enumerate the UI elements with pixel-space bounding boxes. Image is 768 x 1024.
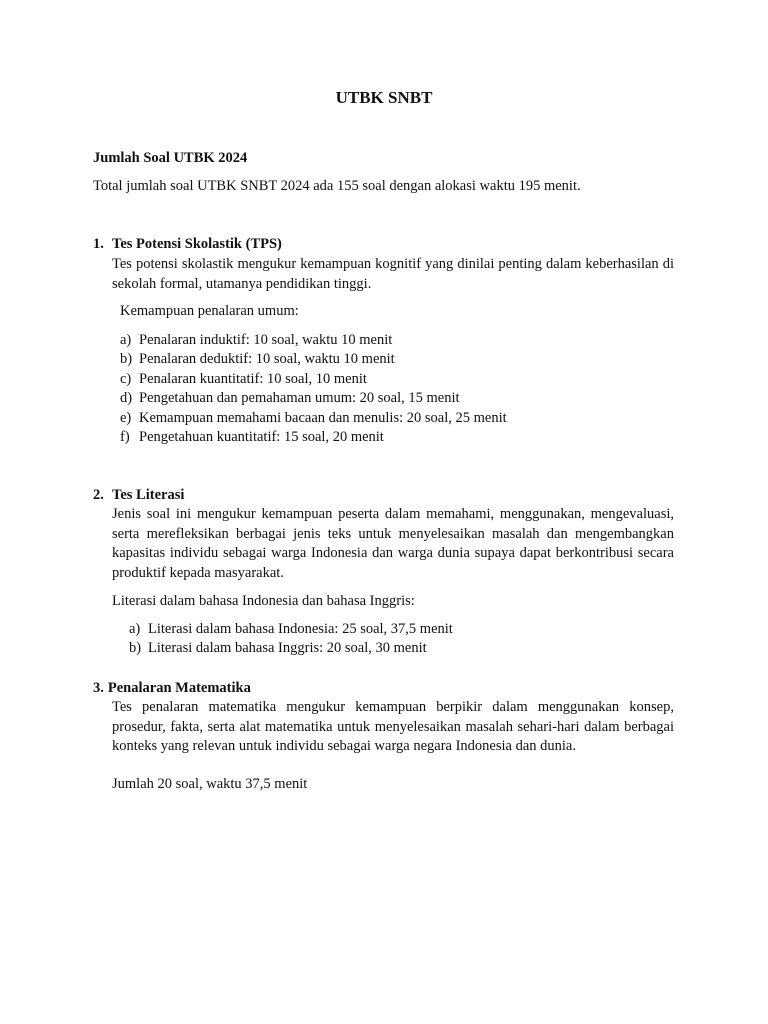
section-3-heading [93,679,251,699]
section-2-title: Tes Literasi [112,487,185,503]
section-1-list [120,331,507,447]
intro-heading: Jumlah Soal UTBK 2024 [93,150,248,166]
list-item: a) Penalaran induktif: 10 soal, waktu 10 menit [120,332,393,348]
section-2-sublabel: Literasi dalam bahasa Indonesia dan bahasa Inggris: [112,593,415,609]
section-3-description: Tes penalaran matematika mengukur kemampuan berpikir dalam menggunakan konsep, prosedur, fakta, serta alat matematika untuk menyelesaikan masalah sehari-hari dalam berbagai konteks yang relevan untuk individu sebagai warga negara Indonesia dan dunia. [112,699,674,754]
list-item: e) Kemampuan memahami bacaan dan menulis: 20 soal, 25 menit [120,409,507,426]
section-3-title: Penalaran Matematika [107,680,251,696]
section-3-summary: Jumlah 20 soal, waktu 37,5 menit [112,776,308,792]
section-3-number: 3. [93,680,104,696]
section-1-heading [93,235,282,255]
intro-text: Total jumlah soal UTBK SNBT 2024 ada 155 soal dengan alokasi waktu 195 menit. [93,178,581,194]
section-2-heading [93,486,184,506]
list-item: a) Literasi dalam bahasa Indonesia: 25 soal, 37,5 menit [129,621,453,637]
section-2-list [129,620,453,659]
list-item: b) Literasi dalam bahasa Inggris: 20 soal, 30 menit [129,640,427,657]
list-item: c) Penalaran kuantitatif: 10 soal, 10 menit [120,370,367,387]
list-item: f) Pengetahuan kuantitatif: 15 soal, 20 menit [120,429,384,446]
section-2-number: 2. [93,487,104,503]
section-1-number: 1. [93,236,104,252]
document-title: UTBK SNBT [335,88,433,107]
section-1-title: Tes Potensi Skolastik (TPS) [112,236,282,252]
section-1-sublabel: Kemampuan penalaran umum: [120,303,299,319]
section-1-description: Tes potensi skolastik mengukur kemampuan kognitif yang dinilai penting dalam keberhasilan di sekolah formal, utamanya pendidikan tinggi. [112,256,674,292]
section-2-description: Jenis soal ini mengukur kemampuan peserta dalam memahami, menggunakan, mengevaluasi, serta merefleksikan berbagai jenis teks untuk menyelesaikan masalah dan mengembangkan kapasitas individu sebagai warga Indonesia dan warga dunia supaya dapat berkontribusi secara produktif kepada masyarakat. [112,506,674,581]
list-item: d) Pengetahuan dan pemahaman umum: 20 soal, 15 menit [120,390,460,407]
list-item: b) Penalaran deduktif: 10 soal, waktu 10 menit [120,351,395,368]
